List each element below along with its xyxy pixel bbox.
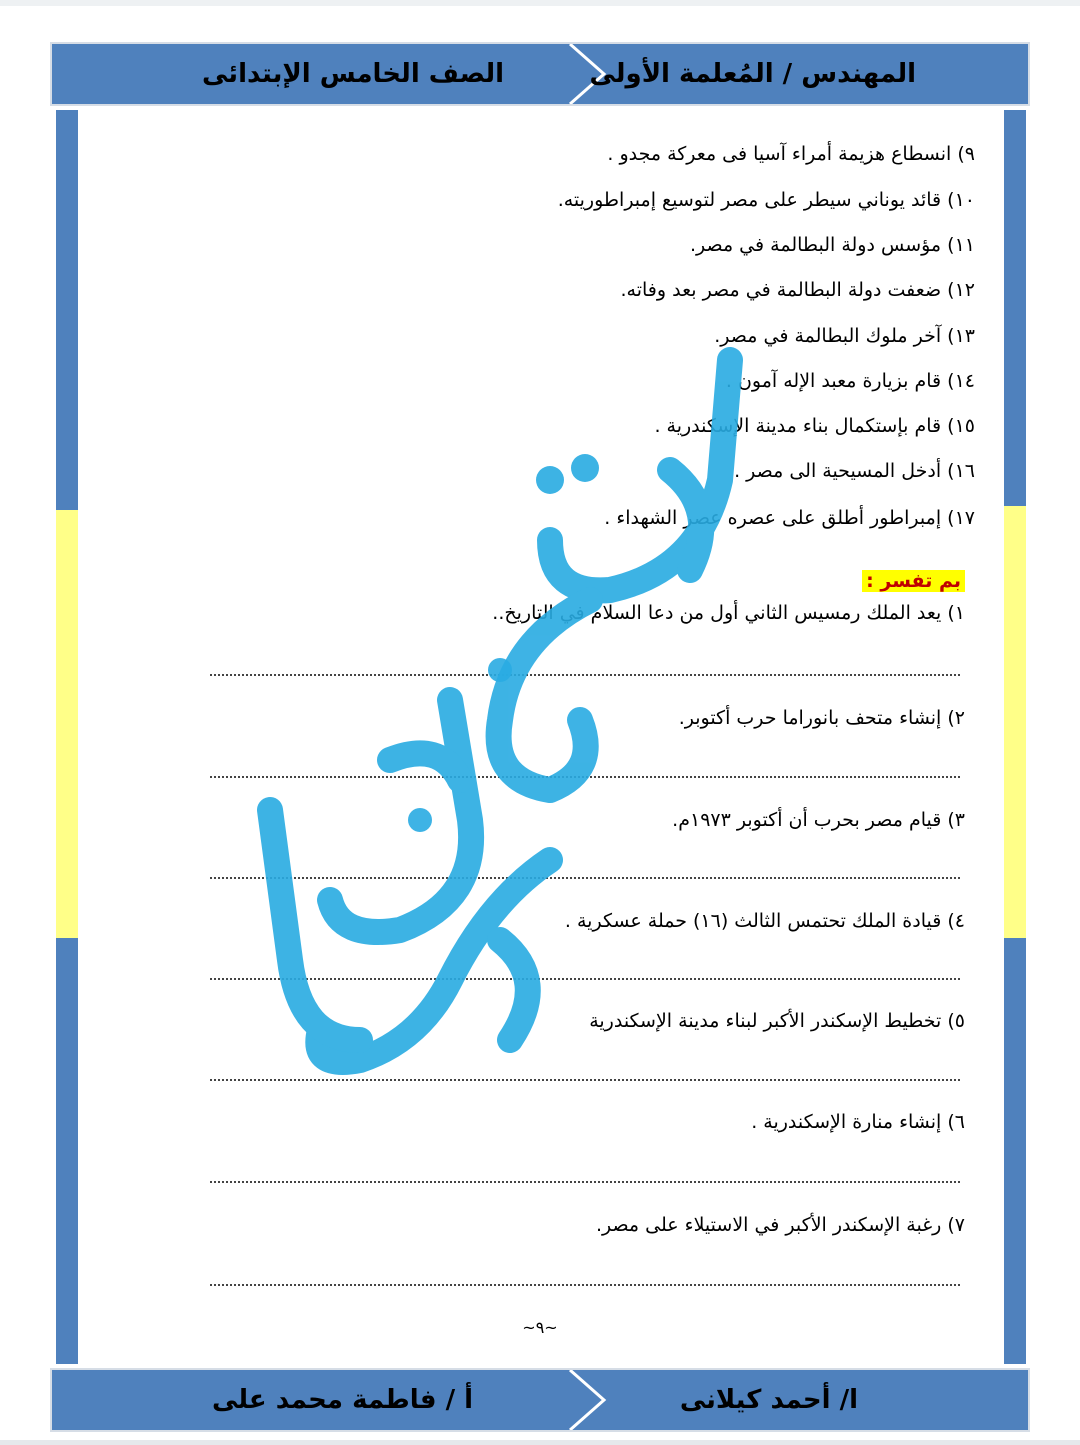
answer-line <box>210 674 960 676</box>
item-text: قام بزيارة معبد الإله آمون . <box>725 370 942 392</box>
item-number: ١٦) <box>947 460 975 482</box>
item-number: ١٧) <box>947 507 975 529</box>
answer-line <box>210 1181 960 1183</box>
item-text: آخر ملوك البطالمة في مصر. <box>714 325 942 347</box>
bottom-edge-strip <box>0 1440 1080 1445</box>
explain-question-4: ٤) قيادة الملك تحتمس الثالث (١٦) حملة عسكرية . <box>564 910 965 932</box>
answer-line <box>210 978 960 980</box>
item-text: إمبراطور أطلق على عصره عصر الشهداء . <box>604 507 942 529</box>
item-number: ١٥) <box>947 415 975 437</box>
item-text: قائد يوناني سيطر على مصر لتوسيع إمبراطوريته. <box>557 189 942 211</box>
item-number: ١٤) <box>947 370 975 392</box>
list-item-13 <box>714 325 975 347</box>
answer-line <box>210 877 960 879</box>
explain-question-6: ٦) إنشاء منارة الإسكندرية . <box>751 1111 965 1133</box>
item-text: أدخل المسيحية الى مصر . <box>734 460 942 482</box>
header-right-title: المهندس / المُعلمة الأولى <box>589 59 916 89</box>
list-item-14 <box>726 370 975 392</box>
item-text: انسطاع هزيمة أمراء آسيا فى معركة مجدو . <box>607 143 952 165</box>
page-number: ~٩~ <box>522 1318 558 1337</box>
item-number: ١٢) <box>947 279 975 301</box>
footer-left-name: أ / فاطمة محمد على <box>212 1385 474 1415</box>
answer-line <box>210 776 960 778</box>
explain-question-1: ١) يعد الملك رمسيس الثاني أول من دعا السلام في التاريخ.. <box>492 602 965 624</box>
item-number: ١٣) <box>947 325 975 347</box>
answer-line <box>210 1079 960 1081</box>
item-number: ١٠) <box>947 189 975 211</box>
footer-right-name: ا/ أحمد كيلانى <box>679 1385 858 1415</box>
list-item-15 <box>654 415 975 437</box>
list-item-17 <box>604 507 975 529</box>
list-item-10 <box>558 189 975 211</box>
explain-question-7: ٧) رغبة الإسكندر الأكبر في الاستيلاء على مصر. <box>595 1214 965 1236</box>
explain-question-2: ٢) إنشاء متحف بانوراما حرب أكتوبر. <box>678 707 965 729</box>
explain-question-3: ٣) قيام مصر بحرب أن أكتوبر ١٩٧٣م. <box>672 809 965 831</box>
item-number: ٩) <box>957 143 975 165</box>
list-item-9 <box>607 143 975 165</box>
item-text: قام بإستكمال بناء مدينة الإسكندرية . <box>654 415 942 437</box>
item-text: مؤسس دولة البطالمة في مصر. <box>689 234 942 256</box>
list-item-12 <box>621 279 976 301</box>
answer-line <box>210 1284 960 1286</box>
explain-question-5: ٥) تخطيط الإسكندر الأكبر لبناء مدينة الإسكندرية <box>589 1010 965 1032</box>
explain-heading: بم تفسر : <box>862 570 965 592</box>
item-text: ضعفت دولة البطالمة في مصر بعد وفاته. <box>620 279 942 301</box>
list-item-11 <box>690 234 975 256</box>
list-item-16 <box>734 460 975 482</box>
item-number: ١١) <box>947 234 975 256</box>
header-left-title: الصف الخامس الإبتدائى <box>202 59 505 89</box>
